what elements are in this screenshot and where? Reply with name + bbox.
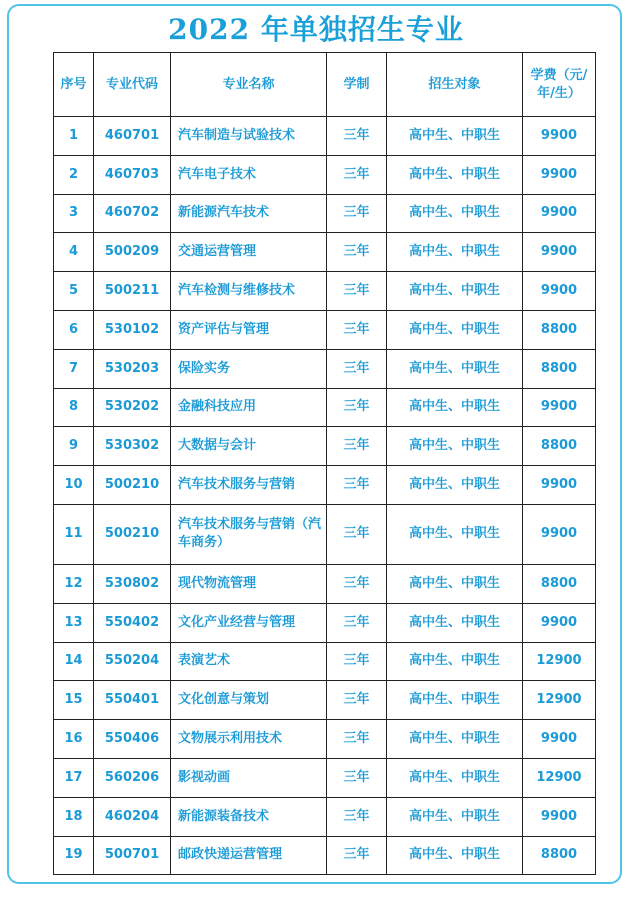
cell-fee: 9900 <box>523 233 596 272</box>
cell-code: 530203 <box>94 349 171 388</box>
cell-years: 三年 <box>327 233 387 272</box>
cell-target: 高中生、中职生 <box>387 155 523 194</box>
cell-fee: 8800 <box>523 349 596 388</box>
cell-no: 12 <box>54 564 94 603</box>
table-row <box>54 155 596 194</box>
cell-code: 500211 <box>94 272 171 311</box>
cell-no: 4 <box>54 233 94 272</box>
cell-name: 大数据与会计 <box>171 427 327 466</box>
header-code: 专业代码 <box>94 53 171 117</box>
cell-no: 15 <box>54 681 94 720</box>
table-row <box>54 388 596 427</box>
cell-code: 460204 <box>94 797 171 836</box>
cell-name: 新能源汽车技术 <box>171 194 327 233</box>
cell-no: 1 <box>54 117 94 156</box>
cell-no: 5 <box>54 272 94 311</box>
cell-code: 460702 <box>94 194 171 233</box>
cell-no: 2 <box>54 155 94 194</box>
cell-name: 汽车技术服务与营销（汽车商务） <box>171 504 327 564</box>
cell-target: 高中生、中职生 <box>387 272 523 311</box>
cell-fee: 9900 <box>523 388 596 427</box>
cell-no: 8 <box>54 388 94 427</box>
table-row <box>54 272 596 311</box>
table-row <box>54 233 596 272</box>
cell-target: 高中生、中职生 <box>387 466 523 505</box>
cell-code: 550406 <box>94 720 171 759</box>
cell-target: 高中生、中职生 <box>387 720 523 759</box>
cell-years: 三年 <box>327 349 387 388</box>
table-row <box>54 117 596 156</box>
cell-no: 10 <box>54 466 94 505</box>
cell-target: 高中生、中职生 <box>387 642 523 681</box>
cell-fee: 9900 <box>523 504 596 564</box>
header-target: 招生对象 <box>387 53 523 117</box>
table-row <box>54 504 596 564</box>
table-row <box>54 642 596 681</box>
cell-years: 三年 <box>327 681 387 720</box>
cell-code: 550402 <box>94 603 171 642</box>
cell-name: 文化产业经营与管理 <box>171 603 327 642</box>
cell-years: 三年 <box>327 504 387 564</box>
cell-no: 3 <box>54 194 94 233</box>
table-row <box>54 758 596 797</box>
cell-no: 19 <box>54 836 94 875</box>
cell-target: 高中生、中职生 <box>387 310 523 349</box>
cell-code: 500210 <box>94 504 171 564</box>
cell-name: 文化创意与策划 <box>171 681 327 720</box>
cell-name: 汽车检测与维修技术 <box>171 272 327 311</box>
cell-target: 高中生、中职生 <box>387 681 523 720</box>
cell-years: 三年 <box>327 836 387 875</box>
table-row <box>54 681 596 720</box>
cell-code: 560206 <box>94 758 171 797</box>
table-row <box>54 310 596 349</box>
cell-years: 三年 <box>327 466 387 505</box>
header-fee: 学费（元/年/生） <box>523 53 596 117</box>
header-name: 专业名称 <box>171 53 327 117</box>
cell-code: 550401 <box>94 681 171 720</box>
cell-code: 500701 <box>94 836 171 875</box>
cell-target: 高中生、中职生 <box>387 349 523 388</box>
cell-code: 530202 <box>94 388 171 427</box>
cell-name: 汽车制造与试验技术 <box>171 117 327 156</box>
cell-fee: 8800 <box>523 310 596 349</box>
cell-target: 高中生、中职生 <box>387 564 523 603</box>
cell-name: 新能源装备技术 <box>171 797 327 836</box>
cell-fee: 9900 <box>523 155 596 194</box>
cell-target: 高中生、中职生 <box>387 233 523 272</box>
cell-years: 三年 <box>327 310 387 349</box>
cell-name: 文物展示利用技术 <box>171 720 327 759</box>
cell-target: 高中生、中职生 <box>387 117 523 156</box>
cell-no: 7 <box>54 349 94 388</box>
cell-no: 18 <box>54 797 94 836</box>
cell-fee: 9900 <box>523 466 596 505</box>
header-years: 学制 <box>327 53 387 117</box>
majors-table <box>53 52 596 875</box>
cell-years: 三年 <box>327 564 387 603</box>
cell-fee: 8800 <box>523 836 596 875</box>
cell-years: 三年 <box>327 272 387 311</box>
table-header-row <box>54 53 596 117</box>
cell-name: 邮政快递运营管理 <box>171 836 327 875</box>
cell-fee: 12900 <box>523 642 596 681</box>
table-row <box>54 603 596 642</box>
table-row <box>54 349 596 388</box>
cell-fee: 9900 <box>523 603 596 642</box>
cell-years: 三年 <box>327 427 387 466</box>
cell-name: 交通运营管理 <box>171 233 327 272</box>
page-title: 2022 年单独招生专业 <box>168 13 464 46</box>
cell-code: 460701 <box>94 117 171 156</box>
cell-name: 汽车技术服务与营销 <box>171 466 327 505</box>
cell-code: 530802 <box>94 564 171 603</box>
cell-years: 三年 <box>327 388 387 427</box>
cell-code: 530302 <box>94 427 171 466</box>
cell-code: 500210 <box>94 466 171 505</box>
cell-target: 高中生、中职生 <box>387 758 523 797</box>
cell-no: 17 <box>54 758 94 797</box>
cell-fee: 9900 <box>523 194 596 233</box>
table-row <box>54 466 596 505</box>
cell-target: 高中生、中职生 <box>387 797 523 836</box>
table-row <box>54 836 596 875</box>
cell-name: 现代物流管理 <box>171 564 327 603</box>
cell-no: 11 <box>54 504 94 564</box>
header-no: 序号 <box>54 53 94 117</box>
cell-fee: 9900 <box>523 272 596 311</box>
cell-target: 高中生、中职生 <box>387 427 523 466</box>
cell-code: 500209 <box>94 233 171 272</box>
cell-no: 6 <box>54 310 94 349</box>
cell-no: 14 <box>54 642 94 681</box>
cell-name: 资产评估与管理 <box>171 310 327 349</box>
cell-code: 550204 <box>94 642 171 681</box>
cell-fee: 9900 <box>523 720 596 759</box>
cell-years: 三年 <box>327 117 387 156</box>
cell-name: 表演艺术 <box>171 642 327 681</box>
cell-name: 金融科技应用 <box>171 388 327 427</box>
cell-target: 高中生、中职生 <box>387 388 523 427</box>
cell-target: 高中生、中职生 <box>387 603 523 642</box>
cell-fee: 12900 <box>523 758 596 797</box>
cell-fee: 12900 <box>523 681 596 720</box>
cell-fee: 9900 <box>523 117 596 156</box>
cell-fee: 9900 <box>523 797 596 836</box>
cell-target: 高中生、中职生 <box>387 194 523 233</box>
cell-target: 高中生、中职生 <box>387 504 523 564</box>
cell-years: 三年 <box>327 758 387 797</box>
cell-name: 影视动画 <box>171 758 327 797</box>
cell-code: 530102 <box>94 310 171 349</box>
cell-years: 三年 <box>327 720 387 759</box>
table-row <box>54 194 596 233</box>
cell-name: 保险实务 <box>171 349 327 388</box>
cell-fee: 8800 <box>523 427 596 466</box>
table-row <box>54 427 596 466</box>
cell-fee: 8800 <box>523 564 596 603</box>
cell-no: 13 <box>54 603 94 642</box>
table-row <box>54 564 596 603</box>
cell-target: 高中生、中职生 <box>387 836 523 875</box>
cell-years: 三年 <box>327 603 387 642</box>
table-row <box>54 720 596 759</box>
cell-years: 三年 <box>327 194 387 233</box>
cell-code: 460703 <box>94 155 171 194</box>
table-row <box>54 797 596 836</box>
cell-years: 三年 <box>327 155 387 194</box>
cell-no: 16 <box>54 720 94 759</box>
cell-years: 三年 <box>327 642 387 681</box>
cell-years: 三年 <box>327 797 387 836</box>
cell-name: 汽车电子技术 <box>171 155 327 194</box>
cell-no: 9 <box>54 427 94 466</box>
